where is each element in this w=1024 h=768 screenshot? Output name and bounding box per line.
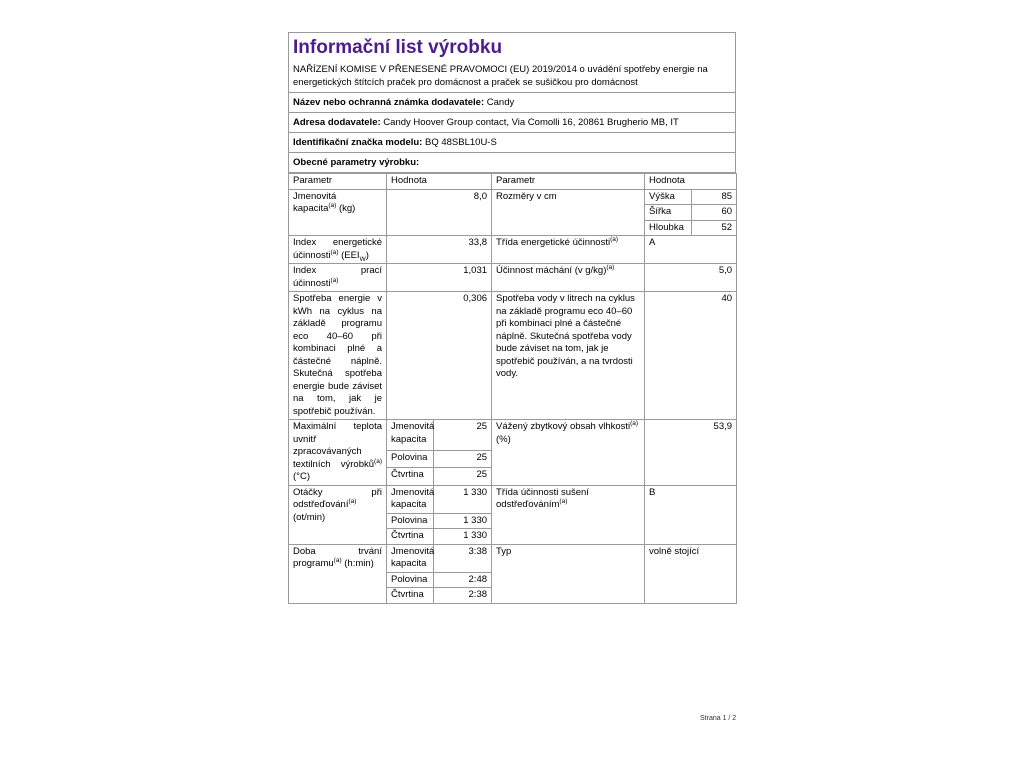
spin-speed-label: Otáčky při odstřeďování$^{(a)}$ (ot/min) <box>289 485 387 544</box>
max-temperature-half-label: Polovina <box>387 451 434 468</box>
eei-value: 33,8 <box>387 236 492 264</box>
spin-speed-quarter-value: 1 330 <box>434 529 492 545</box>
table-header-row <box>289 174 737 190</box>
moisture-value: 53,9 <box>645 420 737 486</box>
column-header-value-left: Hodnota <box>387 174 492 190</box>
duration-half-label: Polovina <box>387 572 434 588</box>
dimension-depth-label: Hloubka <box>645 220 692 236</box>
duration-label: Doba trvání programu$^{(a)}$ (h:min) <box>289 544 387 603</box>
page-title: Informační list výrobku <box>293 37 503 58</box>
table-row <box>289 544 737 572</box>
max-temperature-label: Maximální teplota uvnitř zpracovávaných textilních výrobků$^{(a)}$ (°C) <box>289 420 387 486</box>
spin-speed-half-value: 1 330 <box>434 513 492 529</box>
general-parameters-heading: Obecné parametry výrobku: <box>289 153 735 173</box>
supplier-name-label: Název nebo ochranná známka dodavatele: <box>293 97 485 108</box>
dimension-height-value: 85 <box>692 189 737 205</box>
parameters-table <box>288 173 737 604</box>
column-header-param-right: Parametr <box>492 174 645 190</box>
capacity-label: Jmenovitá kapacita$^{(a)}$ (kg) <box>289 189 387 236</box>
max-temperature-rated-value: 25 <box>434 420 492 451</box>
max-temperature-quarter-label: Čtvrtina <box>387 468 434 485</box>
supplier-address-label: Adresa dodavatele: <box>293 117 381 128</box>
rinsing-value: 5,0 <box>645 264 737 292</box>
energy-class-label: Třída energetické účinnosti$^{(a)}$ <box>492 236 645 264</box>
moisture-label: Vážený zbytkový obsah vlhkosti$^{(a)}$ (%) <box>492 420 645 486</box>
dimension-depth-value: 52 <box>692 220 737 236</box>
duration-half-value: 2:48 <box>434 572 492 588</box>
spin-speed-rated-label: Jmenovitá kapacita <box>387 485 434 513</box>
spin-class-value: B <box>645 485 737 544</box>
supplier-address-row <box>289 113 735 133</box>
spin-speed-half-label: Polovina <box>387 513 434 529</box>
eei-label: Index energetické účinnosti$^{(a)}$ $(EEI_W)$ <box>289 236 387 264</box>
dimension-height-label: Výška <box>645 189 692 205</box>
column-header-value-right: Hodnota <box>645 174 737 190</box>
supplier-name-value: Candy <box>486 97 515 108</box>
type-value: volně stojící <box>645 544 737 603</box>
supplier-name-row <box>289 93 735 113</box>
table-row <box>289 420 737 451</box>
model-label: Identifikační značka modelu: <box>293 137 423 148</box>
washing-index-label: Index prací účinnosti$^{(a)}$ <box>289 264 387 292</box>
type-label: Typ <box>492 544 645 603</box>
spin-speed-quarter-label: Čtvrtina <box>387 529 434 545</box>
regulation-text: NAŘÍZENÍ KOMISE V PŘENESENÉ PRAVOMOCI (EU) 2019/2014 o uvádění spotřeby energie na energetických štítcích praček pro domácnost a praček se sušičkou pro domácnost <box>293 64 708 88</box>
dimensions-label: Rozměry v cm <box>492 189 645 236</box>
max-temperature-half-value: 25 <box>434 451 492 468</box>
sheet-header <box>288 32 736 173</box>
duration-rated-value: 3:38 <box>434 544 492 572</box>
page-number: Strana 1 / 2 <box>700 715 737 722</box>
model-value: BQ 48SBL10U-S <box>424 137 497 148</box>
water-consumption-label: Spotřeba vody v litrech na cyklus na základě programu eco 40–60 při kombinaci plné a částečné náplně. Skutečná spotřeba vody bude záviset na tom, jak je spotřebič používán, a na tvrdosti vody. <box>492 292 645 420</box>
supplier-address-value: Candy Hoover Group contact, Via Comolli 16, 20861 Brugherio MB, IT <box>383 117 679 128</box>
table-row <box>289 264 737 292</box>
duration-quarter-value: 2:38 <box>434 588 492 604</box>
max-temperature-rated-label: Jmenovitá kapacita <box>387 420 434 451</box>
energy-consumption-value: 0,306 <box>387 292 492 420</box>
dimension-width-value: 60 <box>692 205 737 221</box>
product-information-sheet <box>288 32 736 604</box>
washing-index-value: 1,031 <box>387 264 492 292</box>
table-row <box>289 236 737 264</box>
energy-consumption-label: Spotřeba energie v kWh na cyklus na základě programu eco 40–60 při kombinaci plné a částečné náplně. Skutečná spotřeba energie bude záviset na tom, jak je spotřebič používán. <box>289 292 387 420</box>
water-consumption-value: 40 <box>645 292 737 420</box>
dimension-width-label: Šířka <box>645 205 692 221</box>
table-row <box>289 485 737 513</box>
spin-speed-rated-value: 1 330 <box>434 485 492 513</box>
column-header-param-left: Parametr <box>289 174 387 190</box>
capacity-value: 8,0 <box>387 189 492 236</box>
max-temperature-quarter-value: 25 <box>434 468 492 485</box>
rinsing-label: Účinnost máchání (v g/kg)$^{(a)}$ <box>492 264 645 292</box>
title-cell <box>289 33 735 93</box>
model-row <box>289 133 735 153</box>
energy-class-value: A <box>645 236 737 264</box>
table-row <box>289 189 737 205</box>
spin-class-label: Třída účinnosti sušení odstřeďováním$^{(a)}$ <box>492 485 645 544</box>
table-row <box>289 292 737 420</box>
duration-rated-label: Jmenovitá kapacita <box>387 544 434 572</box>
duration-quarter-label: Čtvrtina <box>387 588 434 604</box>
